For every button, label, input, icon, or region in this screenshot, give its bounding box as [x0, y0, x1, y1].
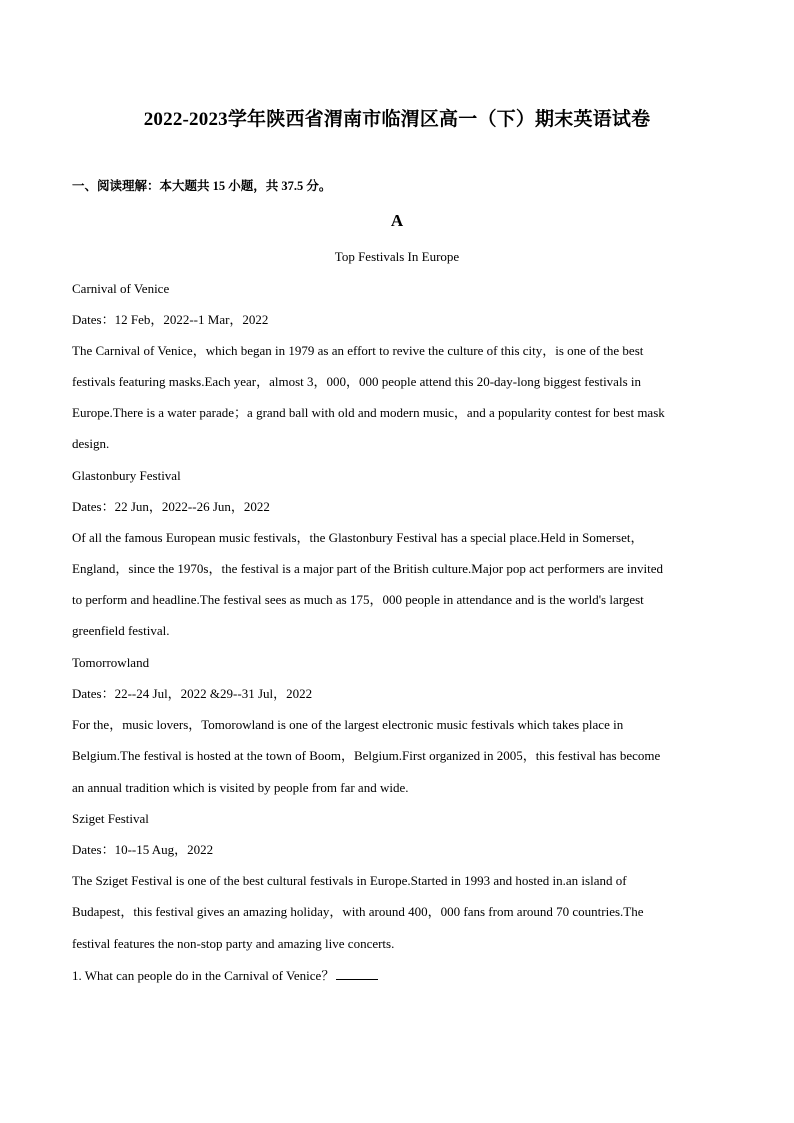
- festival-name: Glastonbury Festival: [72, 468, 181, 483]
- festival-name: Carnival of Venice: [72, 281, 170, 296]
- paragraph-line: Budapest，this festival gives an amazing holiday，with around 400，000 fans from around 70 countries.The: [72, 904, 644, 919]
- section-heading: 一、阅读理解：本大题共 15 小题，共 37.5 分。: [72, 179, 332, 193]
- festival-dates: Dates：22 Jun，2022--26 Jun，2022: [72, 499, 270, 514]
- question-1: [72, 967, 722, 984]
- paragraph-line: Of all the famous European music festivals，the Glastonbury Festival has a special place.Held in Somerset，: [72, 530, 644, 545]
- paragraph-line: design.: [72, 436, 110, 451]
- festival-dates: Dates：10--15 Aug，2022: [72, 842, 214, 857]
- paragraph-line: to perform and headline.The festival sees as much as 175，000 people in attendance and is the world's largest: [72, 592, 644, 607]
- passage-letter: A: [390, 211, 404, 230]
- paragraph-line: England，since the 1970s，the festival is a major part of the British culture.Major pop act performers are invited: [72, 561, 663, 576]
- paragraph-line: The Carnival of Venice，which began in 1979 as an effort to revive the culture of this city，is one of the best: [72, 343, 644, 358]
- festival-name: Sziget Festival: [72, 811, 149, 826]
- passage-title: Top Festivals In Europe: [334, 249, 460, 264]
- paragraph-line: an annual tradition which is visited by people from far and wide.: [72, 780, 409, 795]
- paragraph-line: greenfield festival.: [72, 623, 170, 638]
- exam-title: 2022-2023学年陕西省渭南市临渭区高一（下）期末英语试卷: [143, 109, 651, 130]
- paragraph-line: For the，music lovers，Tomorowland is one of the largest electronic music festivals which takes place in: [72, 717, 624, 732]
- festival-dates: Dates：12 Feb，2022--1 Mar，2022: [72, 312, 269, 327]
- paragraph-line: festivals featuring masks.Each year，almost 3，000，000 people attend this 20-day-long biggest festivals in: [72, 374, 641, 389]
- answer-blank[interactable]: [336, 967, 378, 980]
- paragraph-line: Belgium.The festival is hosted at the town of Boom，Belgium.First organized in 2005，this festival has become: [72, 748, 661, 763]
- festival-dates: Dates：22--24 Jul，2022 &29--31 Jul，2022: [72, 686, 313, 701]
- paragraph-line: festival features the non-stop party and amazing live concerts.: [72, 936, 395, 951]
- festival-name: Tomorrowland: [72, 655, 150, 670]
- paragraph-line: Europe.There is a water parade；a grand ball with old and modern music，and a popularity contest for best mask: [72, 405, 665, 420]
- question-text: 1. What can people do in the Carnival of Venice？: [72, 968, 335, 983]
- paragraph-line: The Sziget Festival is one of the best cultural festivals in Europe.Started in 1993 and hosted in.an island of: [72, 873, 627, 888]
